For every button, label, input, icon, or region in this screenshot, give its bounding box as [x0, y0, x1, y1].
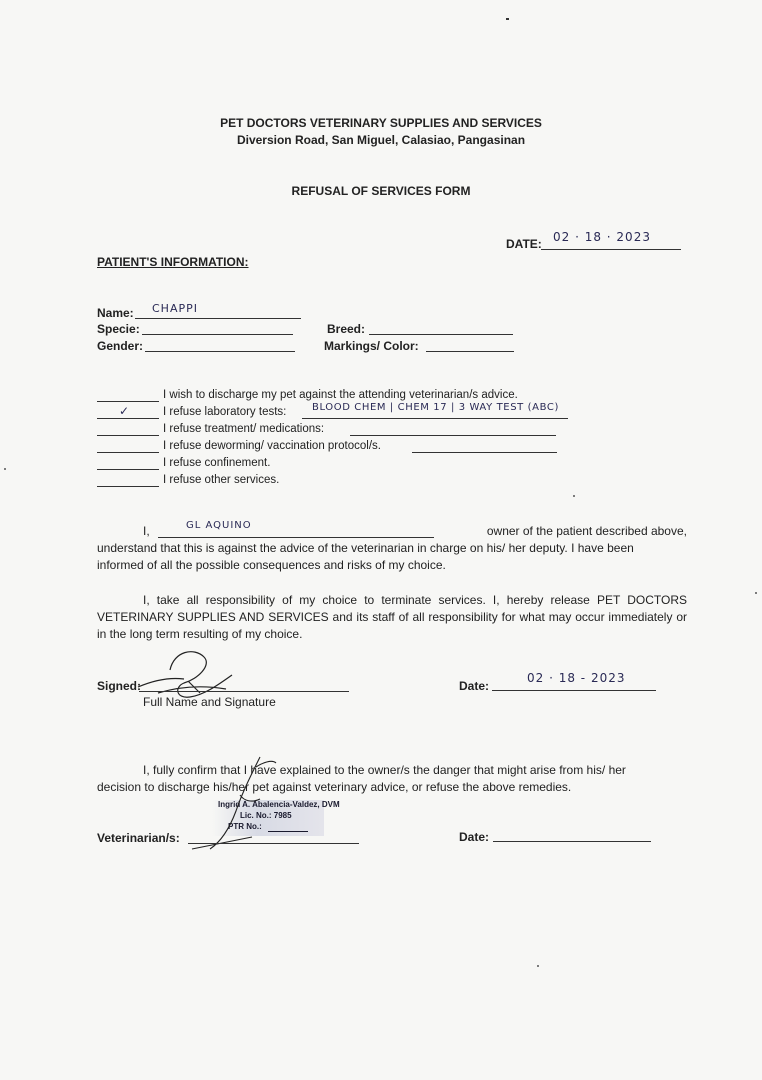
option-text: I refuse treatment/ medications:: [163, 423, 325, 435]
signed-date-line: [492, 690, 656, 691]
owner-name-line: [158, 537, 434, 538]
name-label: Name:: [97, 306, 134, 320]
statement-i: I,: [143, 524, 150, 538]
statement-line2: understand that this is against the advice of the veterinarian in charge on his/ her deputy. I have been: [97, 541, 634, 555]
confirmation-line1: I, fully confirm that I have explained to the owner/s the danger that might arise from his/ her: [143, 763, 626, 777]
option-text: I refuse laboratory tests:: [163, 406, 287, 418]
option-text: I refuse other services.: [163, 474, 280, 486]
option-blank: [97, 486, 159, 487]
date-line: [541, 249, 681, 250]
date-value: 02 · 18 · 2023: [553, 230, 651, 244]
signature-caption: Full Name and Signature: [143, 695, 276, 709]
option-blank: [97, 401, 159, 402]
stamp-name: Ingrid A. Abalencia-Valdez, DVM: [218, 800, 340, 809]
breed-line: [369, 334, 513, 335]
company-address: Diversion Road, San Miguel, Calasiao, Pangasinan: [236, 133, 526, 147]
option-blank: [97, 469, 159, 470]
stamp-license: Lic. No.: 7985: [240, 811, 292, 820]
signed-date-value: 02 · 18 - 2023: [527, 671, 626, 685]
option-text: I wish to discharge my pet against the attending veterinarian/s advice.: [163, 389, 518, 401]
option-detail-line: [350, 435, 556, 436]
signed-label: Signed:: [97, 679, 141, 693]
option-detail-line: [412, 452, 557, 453]
confirmation-line2: decision to discharge his/her pet against veterinary advice, or refuse the above remedies.: [97, 780, 572, 794]
veterinarian-line: [188, 843, 359, 844]
scan-speck: [537, 965, 539, 967]
option-detail-line: [302, 418, 568, 419]
markings-label: Markings/ Color:: [324, 339, 419, 353]
signed-date-label: Date:: [459, 679, 490, 693]
company-name: PET DOCTORS VETERINARY SUPPLIES AND SERVICES: [220, 116, 542, 130]
statement-line3: informed of all the possible consequences and risks of my choice.: [97, 558, 446, 572]
date-label: DATE:: [506, 237, 542, 251]
name-value: CHAPPI: [152, 302, 198, 315]
gender-line: [145, 351, 295, 352]
breed-label: Breed:: [327, 322, 366, 336]
option-blank: [97, 452, 159, 453]
scan-speck: [573, 495, 575, 497]
veterinarian-signature: [182, 753, 282, 853]
scan-speck: [506, 18, 509, 20]
statement-owner-tail: owner of the patient described above,: [486, 524, 687, 538]
specie-line: [142, 334, 293, 335]
release-paragraph: I, take all responsibility of my choice to terminate services. I, hereby release PET DOCTORS VETERINARY SUPPLIES AND SERVICES and its staff of all responsibility for what may occur immediately or in the long term resulting of my choice.: [97, 593, 687, 641]
specie-label: Specie:: [97, 322, 140, 336]
option-text: I refuse confinement.: [163, 457, 271, 469]
option-blank: [97, 435, 159, 436]
veterinarian-label: Veterinarian/s:: [97, 831, 180, 845]
name-line: [135, 318, 301, 319]
patient-section-title: PATIENT'S INFORMATION:: [97, 255, 249, 269]
owner-name: GL AQUINO: [186, 520, 252, 531]
stamp-ptr: PTR No.:: [228, 822, 262, 831]
form-title: REFUSAL OF SERVICES FORM: [291, 184, 471, 198]
option-detail: BLOOD CHEM | CHEM 17 | 3 WAY TEST (ABC): [312, 402, 559, 413]
vet-date-label: Date:: [459, 830, 490, 844]
gender-label: Gender:: [97, 339, 144, 353]
option-blank: [97, 418, 159, 419]
markings-line: [426, 351, 514, 352]
option-check: ✓: [119, 404, 131, 418]
option-text: I refuse deworming/ vaccination protocol/s.: [163, 440, 381, 452]
signed-line: [139, 691, 349, 692]
vet-date-line: [493, 841, 651, 842]
scan-speck: [4, 468, 6, 470]
scan-speck: [755, 592, 757, 594]
